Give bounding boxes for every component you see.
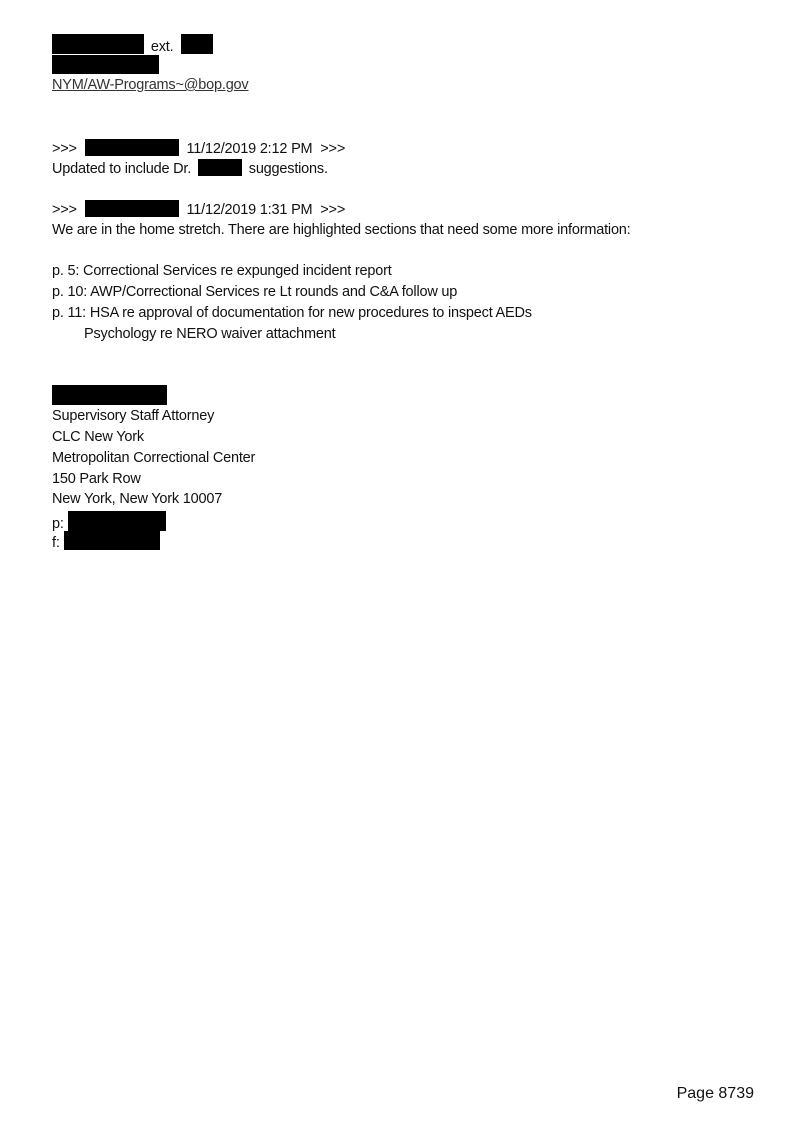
- list-item: p. 10: AWP/Correctional Services re Lt rounds and C&A follow up: [52, 284, 458, 300]
- redaction-block: [68, 511, 166, 531]
- list-item: p. 11: HSA re approval of documentation for new procedures to inspect AEDs: [52, 305, 532, 321]
- list-item: p. 5: Correctional Services re expunged incident report: [52, 263, 392, 279]
- signature-org: CLC New York: [52, 429, 144, 445]
- quote-marker: >>>: [320, 141, 346, 157]
- reply1-text-before: Updated to include Dr.: [52, 161, 192, 177]
- phone-label: p:: [52, 516, 64, 532]
- signature-title: Supervisory Staff Attorney: [52, 408, 215, 424]
- ext-label: ext.: [150, 39, 174, 55]
- redaction-block: [64, 531, 160, 550]
- header-redacted-line: [52, 55, 159, 76]
- email-line: [52, 76, 248, 94]
- reply1-header: [52, 139, 345, 158]
- signature-fax-line: [52, 531, 160, 552]
- redaction-block: [85, 200, 179, 217]
- signature-city: New York, New York 10007: [52, 491, 223, 507]
- redaction-block: [52, 34, 144, 54]
- redaction-block: [198, 159, 242, 176]
- reply1-body: [52, 159, 328, 178]
- redaction-block: [52, 385, 167, 405]
- signature-phone-line: [52, 511, 166, 533]
- redaction-block: [85, 139, 179, 156]
- quote-marker: >>>: [320, 202, 346, 218]
- fax-label: f:: [52, 535, 60, 551]
- list-item: Psychology re NERO waiver attachment: [84, 326, 336, 342]
- redaction-block: [181, 34, 213, 54]
- quote-marker: >>>: [52, 141, 77, 157]
- reply2-intro: We are in the home stretch. There are highlighted sections that need some more information:: [52, 222, 631, 238]
- header-ext-line: [52, 34, 213, 56]
- page-number: Page 8739: [676, 1085, 754, 1102]
- reply2-header: [52, 200, 345, 219]
- reply1-datetime: 11/12/2019 2:12 PM: [186, 141, 313, 157]
- quote-marker: >>>: [52, 202, 77, 218]
- signature-facility: Metropolitan Correctional Center: [52, 450, 256, 466]
- redaction-block: [52, 55, 159, 74]
- signature-name-line: [52, 385, 167, 407]
- signature-street: 150 Park Row: [52, 471, 141, 487]
- reply2-datetime: 11/12/2019 1:31 PM: [186, 202, 313, 218]
- reply1-text-after: suggestions.: [248, 161, 328, 177]
- email-link[interactable]: NYM/AW-Programs~@bop.gov: [52, 77, 249, 93]
